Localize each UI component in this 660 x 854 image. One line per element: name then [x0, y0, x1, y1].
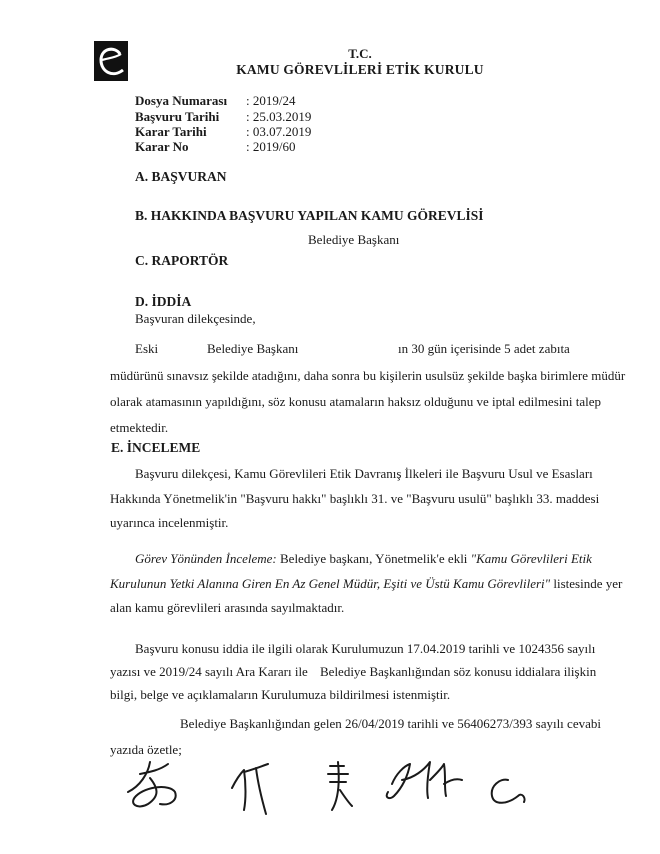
case-info-value: : 2019/60	[246, 139, 296, 154]
section-e-title: E. İNCELEME	[111, 440, 201, 455]
header-organization: KAMU GÖREVLİLERİ ETİK KURULU	[236, 62, 484, 77]
inceleme-p2-italic-label: Görev Yönünden İnceleme:	[135, 551, 277, 566]
section-b-value: Belediye Başkanı	[308, 232, 400, 247]
section-a-title: A. BAŞVURAN	[135, 169, 227, 184]
iddia-line-3: olarak atamasının yapıldığını, söz konusu atamaların haksız olduğunu ve iptal edilmesini talep	[110, 394, 601, 409]
inceleme-p1-line-3: uyarınca incelenmiştir.	[110, 515, 229, 530]
section-d-title: D. İDDİA	[135, 294, 192, 309]
inceleme-p2-line-2	[110, 576, 623, 592]
inceleme-p3-line-2b: Belediye Başkanlığından söz konusu iddialara ilişkin	[320, 664, 597, 679]
iddia-line-1c: ın 30 gün içerisinde 5 adet zabıta	[398, 341, 570, 356]
inceleme-p2-italic-list: "Kamu Görevlileri Etik	[470, 551, 592, 566]
inceleme-p2-text-cont: listesinde yer	[550, 576, 623, 591]
inceleme-p3-line-1: Başvuru konusu iddia ile ilgili olarak Kurulumuzun 17.04.2019 tarihli ve 1024356 sayılı	[135, 641, 596, 656]
iddia-line-4: etmektedir.	[110, 420, 169, 435]
case-info-label: Karar Tarihi	[135, 124, 207, 139]
iddia-line-1a: Eski	[135, 341, 159, 356]
inceleme-p1-line-2: Hakkında Yönetmelik'in "Başvuru hakkı" başlıklı 31. ve "Başvuru usulü" başlıklı 33. maddesi	[110, 491, 600, 506]
section-c-title: C. RAPORTÖR	[135, 253, 229, 268]
inceleme-p1-line-1: Başvuru dilekçesi, Kamu Görevlileri Etik Davranış İlkeleri ile Başvuru Usul ve Esasları	[135, 466, 593, 481]
handwritten-signatures-icon	[0, 744, 660, 844]
inceleme-p2-line-1	[135, 551, 592, 567]
iddia-line-2: müdürünü sınavsız şekilde atadığını, daha sonra bu kişilerin usulsüz şekilde başka birimlere müdür	[110, 368, 626, 383]
case-info-label: Başvuru Tarihi	[135, 109, 220, 124]
inceleme-p2-line-3: alan kamu görevlileri arasında sayılmaktadır.	[110, 600, 345, 615]
section-b-title: B. HAKKINDA BAŞVURU YAPILAN KAMU GÖREVLİSİ	[135, 208, 484, 223]
inceleme-p4-line-2: yazıda özetle;	[110, 742, 182, 757]
case-info-label: Karar No	[135, 139, 189, 154]
case-info-label: Dosya Numarası	[135, 93, 228, 108]
header-tc: T.C.	[348, 46, 372, 61]
inceleme-p3-line-3: bilgi, belge ve açıklamaların Kurulumuza bildirilmesi istenmiştir.	[110, 687, 451, 702]
inceleme-p4-line-1: Belediye Başkanlığından gelen 26/04/2019 tarihli ve 56406273/393 sayılı cevabi	[180, 716, 601, 731]
iddia-intro: Başvuran dilekçesinde,	[135, 311, 256, 326]
inceleme-p2-text: Belediye başkanı, Yönetmelik'e ekli	[276, 551, 471, 566]
case-info-value: : 25.03.2019	[246, 109, 312, 124]
case-info-value: : 03.07.2019	[246, 124, 312, 139]
inceleme-p3-line-2a: yazısı ve 2019/24 sayılı Ara Kararı ile	[110, 664, 308, 679]
iddia-line-1b: Belediye Başkanı	[207, 341, 299, 356]
inceleme-p2-italic-list-cont: Kurulunun Yetki Alanına Giren En Az Genel Müdür, Eşiti ve Üstü Kamu Görevlileri"	[110, 576, 551, 591]
case-info-value: : 2019/24	[246, 93, 296, 108]
